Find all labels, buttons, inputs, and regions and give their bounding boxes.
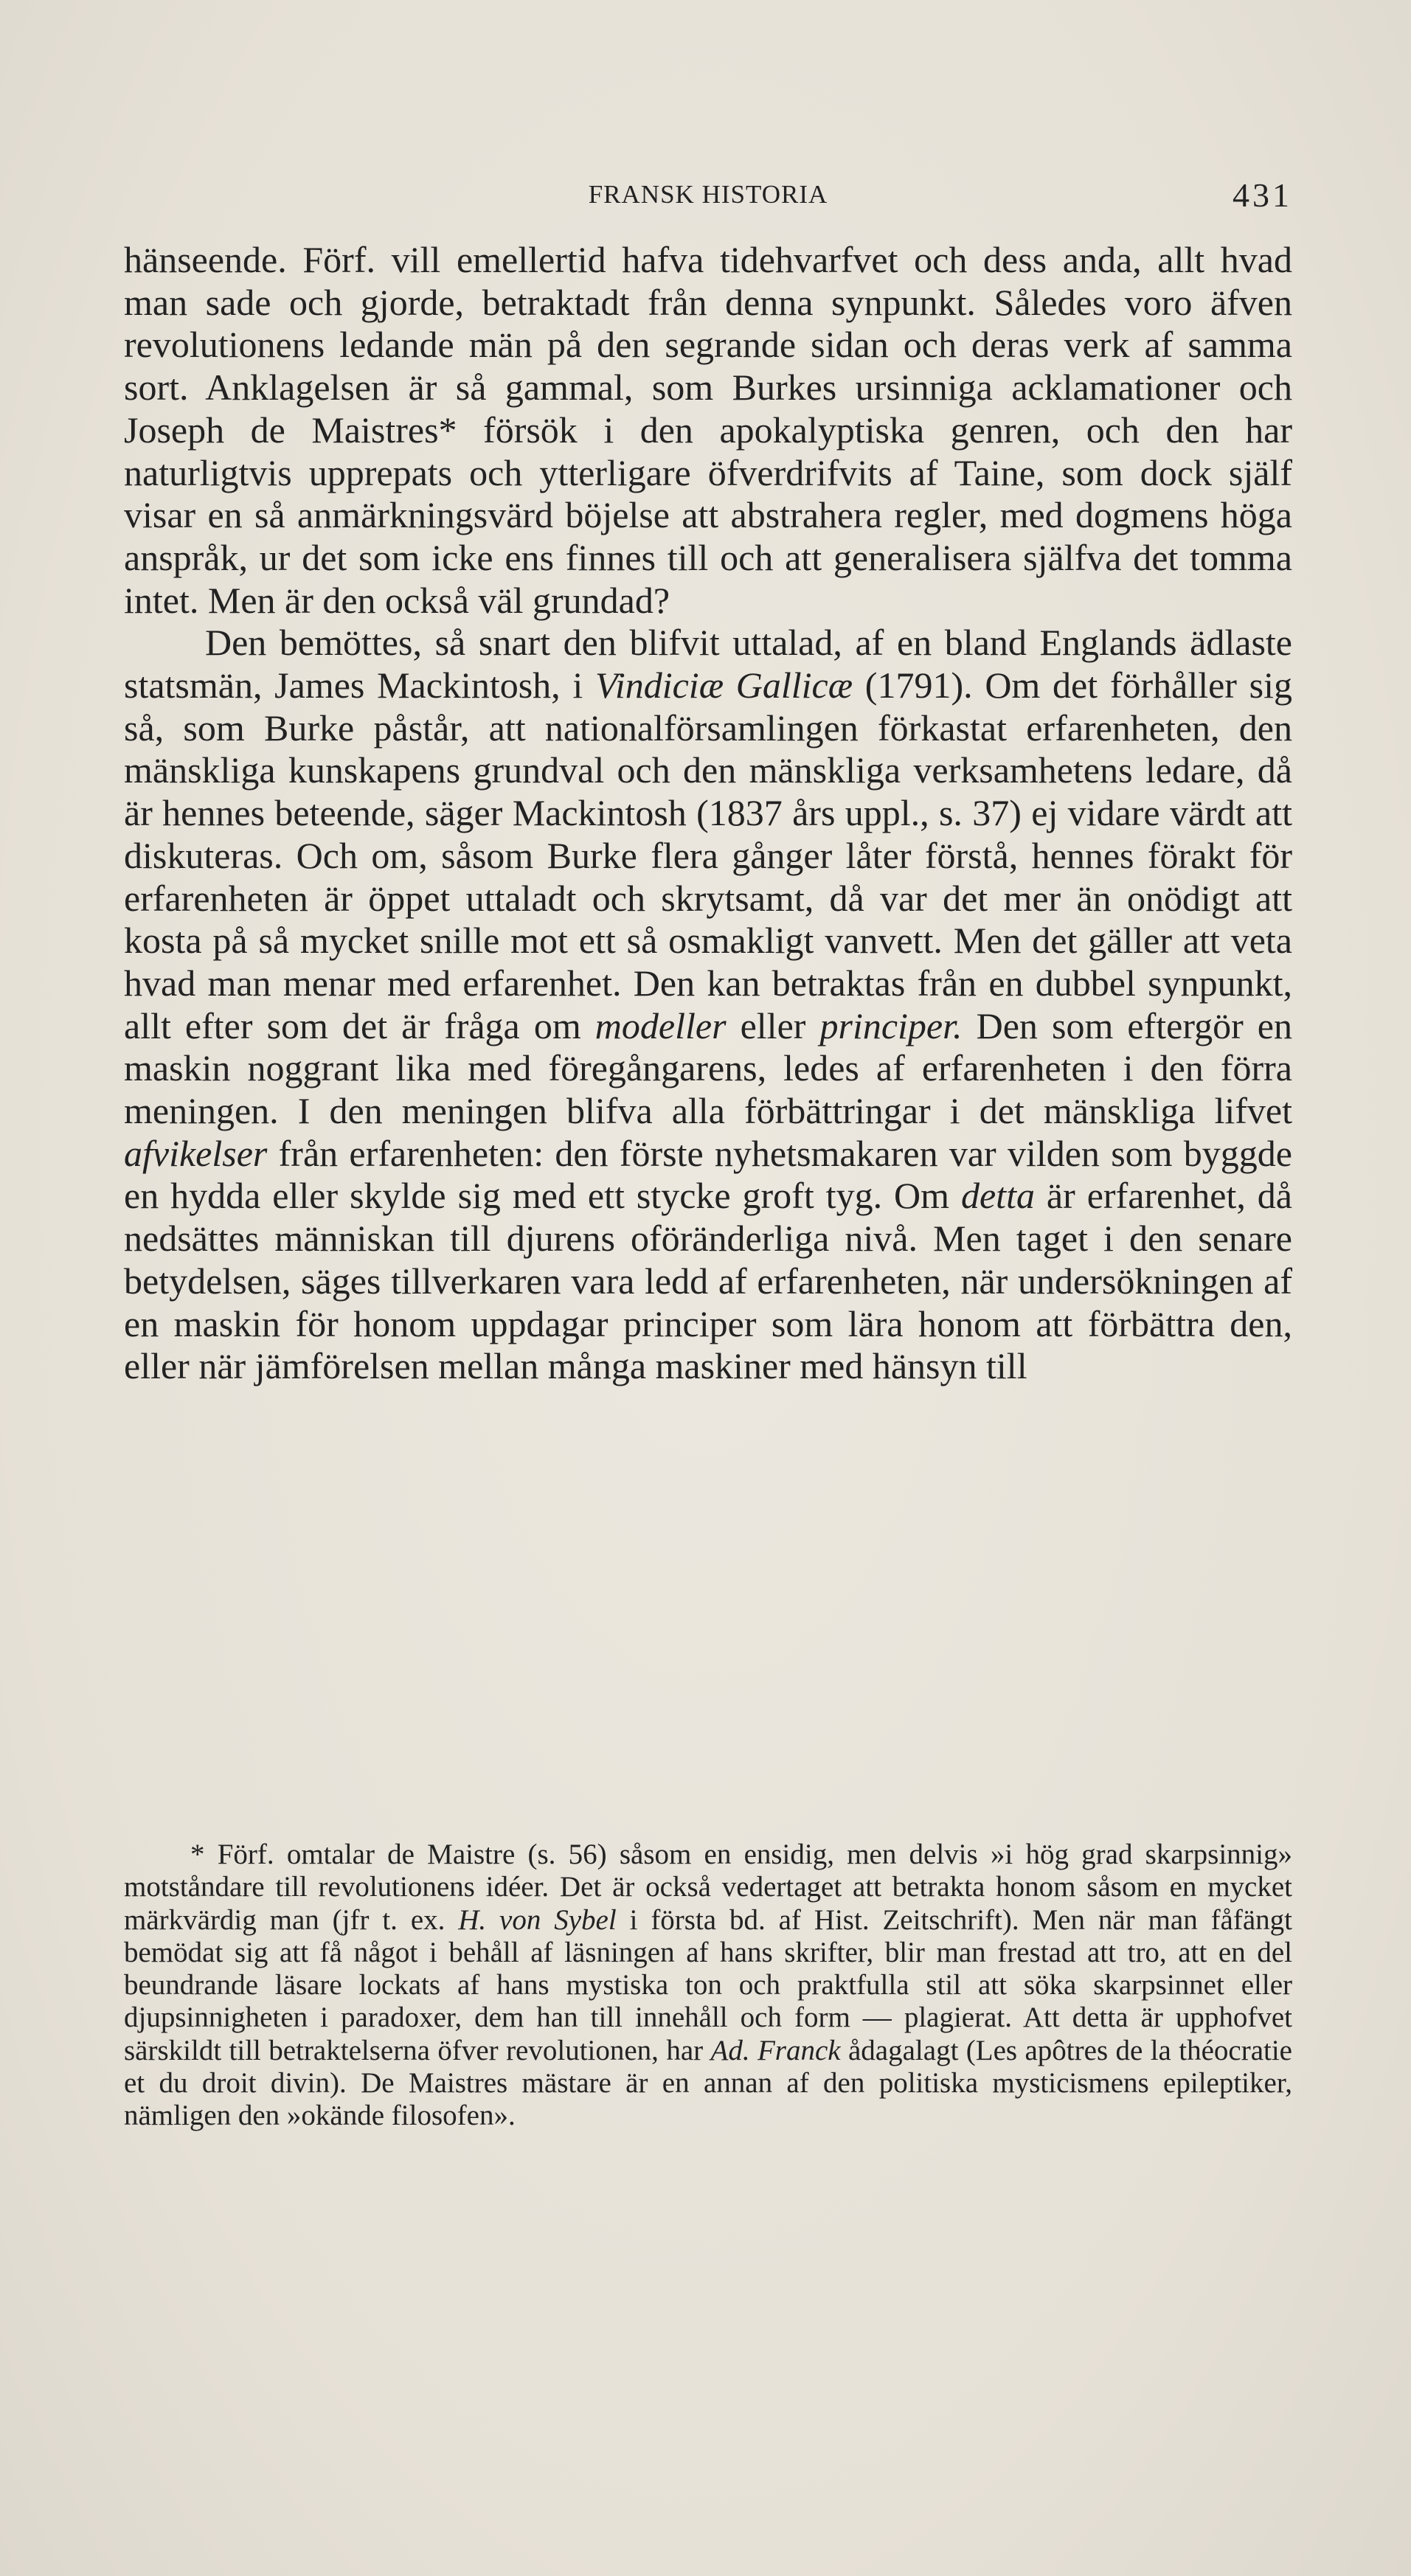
emphasis-principer: principer. bbox=[819, 1004, 963, 1046]
paragraph-2-text-4: Den som eftergör en maskin noggrant lika med föregångarens, ledes af erfarenheten i den förra meningen. I den meningen blifva alla förbättringar i det mänskliga lifvet bbox=[124, 1004, 1292, 1132]
paragraph-2-text-3: eller bbox=[726, 1004, 820, 1046]
author-name-sybel: H. von Sybel bbox=[458, 1903, 617, 1936]
paragraph-1-text: hänseende. Förf. vill emellertid hafva tidehvarfvet och dess anda, allt hvad man sade och gjorde, betraktadt från denna synpunkt. Således voro äfven revolutionens ledande män på den segrande sidan och deras verk af samma sort. Anklagelsen är så gammal, som Burkes ursinniga acklamationer och Joseph de Maistres* försök i den apokalyptiska genren, och den har naturligtvis upprepats och ytterligare öfverdrifvits af Taine, som dock själf visar en så anmärkningsvärd böjelse att abstrahera regler, med dogmens höga anspråk, ur det som icke ens finnes till och att generalisera själfva det tomma intet. Men är den också väl grundad? bbox=[124, 239, 1292, 621]
paragraph-1 bbox=[124, 239, 1292, 622]
footnote-text-3: ådagalagt (Les apôtres de la théocratie et du droit divin). De Maistres mästare är en annan af den politiska mysticismens epileptiker, nämligen den »okände filosofen». bbox=[124, 2034, 1292, 2132]
author-name-franck: Ad. Franck bbox=[710, 2034, 841, 2066]
running-head bbox=[124, 176, 1292, 220]
paragraph-2-text-2: (1791). Om det förhåller sig så, som Burke påstår, att nationalförsamlingen förkastat erfarenheten, den mänskliga kunskapens grundval och den mänskliga verksamhetens ledare, då är hennes beteende, säger Mackintosh (1837 års uppl., s. 37) ej vidare värdt att diskuteras. Och om, såsom Burke flera gånger låter förstå, hennes förakt för erfarenheten är öppet uttaladt och skrytsamt, då var det mer än onödigt att kosta på så mycket snille mot ett så osmakligt vanvett. Men det gäller att veta hvad man menar med erfarenhet. Den kan betraktas från en dubbel synpunkt, allt efter som det är fråga om bbox=[124, 664, 1293, 1046]
body-text bbox=[124, 239, 1292, 1388]
emphasis-detta: detta bbox=[960, 1175, 1035, 1217]
emphasis-modeller: modeller bbox=[594, 1004, 727, 1046]
footnote-paragraph bbox=[124, 1839, 1292, 2133]
paragraph-2 bbox=[124, 622, 1292, 1388]
footnote-text-1: * Förf. omtalar de Maistre (s. 56) såsom en ensidig, men delvis »i hög grad skarpsinnig» motståndare till revolutionens idéer. Det är också vedertaget att betrakta honom såsom en mycket märkvärdig man (jfr t. ex. bbox=[124, 1839, 1292, 1936]
paragraph-2-text-6: är erfarenhet, då nedsättes människan till djurens oföränderliga nivå. Men taget i den senare betydelsen, säges tillverkaren vara ledd af erfarenheten, när undersökningen af en maskin för honom uppdagar principer som lära honom att förbättra den, eller när jämförelsen mellan många maskiner med hänsyn till bbox=[124, 1175, 1292, 1387]
work-title-vindiciae: Vindiciæ Gallicæ bbox=[595, 664, 853, 707]
footnote bbox=[124, 1839, 1292, 2133]
footnote-text-2: i första bd. af Hist. Zeitschrift). Men när man fåfängt bemödat sig att få något i behåll af läsningen af hans skrifter, blir man frestad att tro, att en del beundrande läsare lockats af hans mystiska ton och praktfulla stil att söka skarpsinnet eller djupsinnigheten i paradoxer, dem han till innehåll och form — plagierat. Att detta är upphofvet särskildt till betraktelserna öfver revolutionen, har bbox=[124, 1903, 1293, 2066]
page-number: 431 bbox=[1233, 176, 1292, 214]
running-title: FRANSK HISTORIA bbox=[588, 180, 828, 209]
paragraph-2-text-1: Den bemöttes, så snart den blifvit uttalad, af en bland Englands ädlaste statsmän, James Mackintosh, i bbox=[124, 622, 1292, 707]
emphasis-afvikelser: afvikelser bbox=[124, 1132, 268, 1174]
paragraph-2-text-5: från erfarenheten: den förste nyhetsmakaren var vilden som byggde en hydda eller skylde sig med ett stycke groft tyg. Om bbox=[124, 1132, 1292, 1217]
